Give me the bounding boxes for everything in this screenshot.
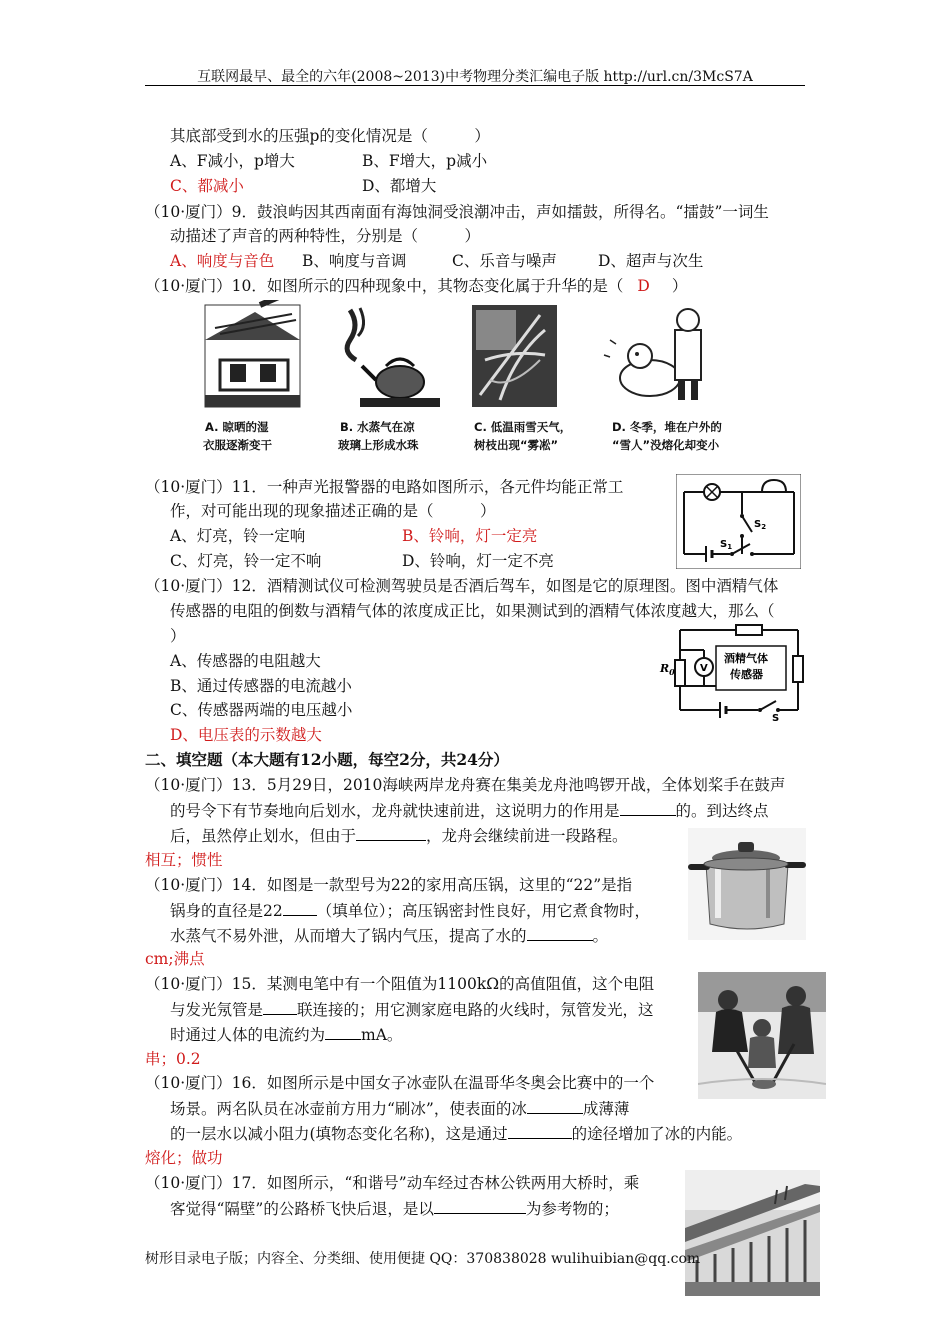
- q17-stem-line2: [170, 1198, 619, 1219]
- q14-line2-part1: 锅身的直径是22: [170, 902, 283, 920]
- q10-close-paren: ）: [671, 277, 688, 295]
- label-s: S: [772, 713, 780, 722]
- voltmeter-label: V: [700, 663, 708, 674]
- q14-stem-line2: [170, 900, 650, 921]
- q13-blank-2: [356, 825, 426, 841]
- bridge-photo: [685, 1170, 820, 1296]
- q16-blank-2: [508, 1123, 572, 1139]
- q14-blank-2: [527, 925, 593, 941]
- q13-stem-line1: （10·厦门）13．5月29日，2010海峡两岸龙舟赛在集美龙舟池鸣锣开战，全体划桨手在鼓声: [145, 776, 786, 794]
- label-s1-sub: 1: [727, 543, 733, 551]
- panel-a-drying-clothes: [205, 300, 300, 407]
- q16-line3-part1: 的一层水以减小阻力(填物态变化名称)，这是通过: [170, 1125, 508, 1143]
- q15-line2-part1: 与发光氖管是: [170, 1001, 264, 1019]
- q16-stem-line2: [170, 1098, 629, 1119]
- q9-option-b: B、响度与音调: [302, 252, 407, 270]
- sensor-label-1: 酒精气体: [724, 652, 768, 665]
- q14-stem-line3: [170, 925, 608, 946]
- q14-stem-line1: （10·厦门）14．如图是一款型号为22的家用高压锅，这里的“22”是指: [145, 876, 633, 894]
- pressure-cooker-photo: [688, 828, 806, 940]
- q15-stem-line1: （10·厦门）15．某测电笔中有一个阻值为1100kΩ的高值阻值，这个电阻: [145, 975, 655, 993]
- q9-option-c: C、乐音与噪声: [452, 252, 557, 270]
- q15-stem-line3: [170, 1024, 402, 1045]
- q12-circuit-diagram: [658, 622, 806, 722]
- q17-stem-line1: （10·厦门）17．如图所示，“和谐号”动车经过杏林公铁两用大桥时，乘: [145, 1174, 640, 1192]
- q17-blank-1: [434, 1198, 526, 1214]
- q13-answer: 相互；惯性: [145, 851, 223, 869]
- q16-stem-line1: （10·厦门）16．如图所示是中国女子冰壶队在温哥华冬奥会比赛中的一个: [145, 1074, 655, 1092]
- label-r0: R: [660, 662, 670, 675]
- q16-blank-1: [527, 1098, 583, 1114]
- q9-option-a-answer: A、响度与音色: [170, 252, 275, 270]
- page-footer: 树形目录电子版；内容全、分类细、使用便捷 QQ：370838028 wulihuibian@qq.com: [145, 1251, 701, 1267]
- q14-line2-part2: （填单位）；高压锅密封性良好，用它煮食物时，: [316, 902, 650, 920]
- q13-blank-1: [620, 800, 676, 816]
- curling-photo: [698, 972, 826, 1099]
- q10-caption-b2: 玻璃上形成水珠: [338, 438, 419, 452]
- q8-option-b: B、F增大，p减小: [362, 152, 488, 170]
- q15-line2-part2: 联连接的；用它测家庭电路的火线时，氖管发光，这: [297, 1001, 654, 1019]
- q12-option-a: A、传感器的电阻越大: [170, 652, 321, 670]
- q10-caption-b1: B. 水蒸气在凉: [340, 420, 415, 434]
- header-rule: [145, 85, 805, 86]
- panel-b-kettle-steam: [335, 305, 440, 407]
- q12-option-b: B、通过传感器的电流越小: [170, 677, 352, 695]
- q11-option-d: D、铃响，灯一定不亮: [402, 552, 554, 570]
- q15-blank-1: [263, 999, 297, 1015]
- q9-option-d: D、超声与次生: [598, 252, 704, 270]
- q11-option-a: A、灯亮，铃一定响: [170, 527, 306, 545]
- label-s1: S: [720, 539, 728, 550]
- q10-stem: [145, 276, 687, 296]
- sensor-label-2: 传感器: [730, 668, 763, 681]
- q12-stem-line2: 传感器的电阻的倒数与酒精气体的浓度成正比，如果测试到的酒精气体浓度越大，那么（: [170, 602, 775, 620]
- panel-d-snowman: [604, 309, 701, 400]
- q14-line3-part1: 水蒸气不易外泄，从而增大了锅内气压，提高了水的: [170, 927, 527, 945]
- q11-stem-line2: 作，对可能出现的现象描述正确的是（ ）: [170, 502, 496, 520]
- q16-answer: 熔化；做功: [145, 1149, 223, 1167]
- q10-caption-d1: D. 冬季，堆在户外的: [612, 420, 722, 434]
- q11-option-b-answer: B、铃响，灯一定亮: [402, 527, 538, 545]
- panel-c-rime-branches: [472, 305, 557, 407]
- q17-line2-part2: 为参考物的；: [525, 1200, 619, 1218]
- q10-caption-c1: C. 低温雨雪天气，: [474, 420, 572, 434]
- q15-line3-part1: 时通过人体的电流约为: [170, 1026, 326, 1044]
- q12-option-c: C、传感器两端的电压越小: [170, 701, 353, 719]
- q11-circuit-diagram: [676, 474, 801, 569]
- q15-stem-line2: [170, 999, 654, 1020]
- q13-line3-part1: 后，虽然停止划水，但由于: [170, 827, 357, 845]
- label-s2: S: [754, 519, 762, 530]
- q10-caption-a1: A. 晾晒的湿: [205, 420, 269, 434]
- q10-answer: D: [637, 277, 650, 295]
- q13-line2-part2: 的。到达终点: [675, 802, 769, 820]
- q9-stem-line1: （10·厦门）9．鼓浪屿因其西南面有海蚀洞受浪潮冲击，声如擂鼓，所得名。“擂鼓”一词生: [145, 203, 769, 221]
- q14-blank-1: [283, 900, 317, 916]
- bell-symbol: [762, 480, 786, 492]
- q14-answer: cm;沸点: [145, 950, 205, 968]
- resistor-r0: [675, 660, 685, 686]
- q10-caption-c2: 树枝出现“雾凇”: [474, 438, 559, 452]
- q13-stem-line2: [170, 800, 769, 821]
- q8-option-c-answer: C、都减小: [170, 177, 244, 195]
- q10-caption-a2: 衣服逐渐变干: [203, 438, 272, 452]
- q10-stem-text: （10·厦门）10．如图所示的四种现象中，其物态变化属于升华的是（: [145, 277, 624, 295]
- q16-line2-part1: 场景。两名队员在冰壶前方用力“刷冰”，使表面的冰: [170, 1100, 527, 1118]
- q8-option-d: D、都增大: [362, 177, 437, 195]
- q8-option-a: A、F减小，p增大: [170, 152, 295, 170]
- q14-line3-part2: 。: [592, 927, 609, 945]
- q15-answer: 串；0.2: [145, 1050, 201, 1068]
- label-r0-sub: 0: [669, 667, 675, 677]
- q10-caption-d2: “雪人”没熔化却变小: [612, 438, 720, 452]
- q11-option-c: C、灯亮，铃一定不响: [170, 552, 322, 570]
- q16-stem-line3: [170, 1123, 742, 1144]
- q16-line3-part2: 的途径增加了冰的内能。: [571, 1125, 743, 1143]
- section-2-heading: 二、填空题（本大题有12小题，每空2分，共24分）: [145, 750, 509, 769]
- q13-stem-line3: [170, 825, 628, 846]
- q12-option-d-answer: D、电压表的示数越大: [170, 726, 322, 744]
- q16-line2-part2: 成薄薄: [582, 1100, 630, 1118]
- q12-stem-line1: （10·厦门）12．酒精测试仪可检测驾驶员是否酒后驾车，如图是它的原理图。图中酒精气体: [145, 577, 779, 595]
- q15-line3-part2: mA。: [361, 1026, 403, 1044]
- label-s2-sub: 2: [761, 523, 767, 531]
- q15-blank-2: [325, 1024, 361, 1040]
- q10-figure: [200, 300, 760, 460]
- q13-line2-part1: 的号令下有节奏地向后划水，龙舟就快速前进，这说明力的作用是: [170, 802, 620, 820]
- q8-stem: 其底部受到水的压强p的变化情况是（ ）: [170, 127, 490, 145]
- q12-stem-line3: ）: [170, 627, 186, 645]
- q11-stem-line1: （10·厦门）11．一种声光报警器的电路如图所示，各元件均能正常工: [145, 478, 624, 496]
- q13-line3-part2: ，龙舟会继续前进一段路程。: [426, 827, 628, 845]
- q17-line2-part1: 客觉得“隔壁”的公路桥飞快后退，是以: [170, 1200, 434, 1218]
- page-header: 互联网最早、最全的六年(2008~2013)中考物理分类汇编电子版 http://url.cn/3McS7A: [197, 69, 753, 85]
- q9-stem-line2: 动描述了声音的两种特性，分别是（ ）: [170, 227, 481, 245]
